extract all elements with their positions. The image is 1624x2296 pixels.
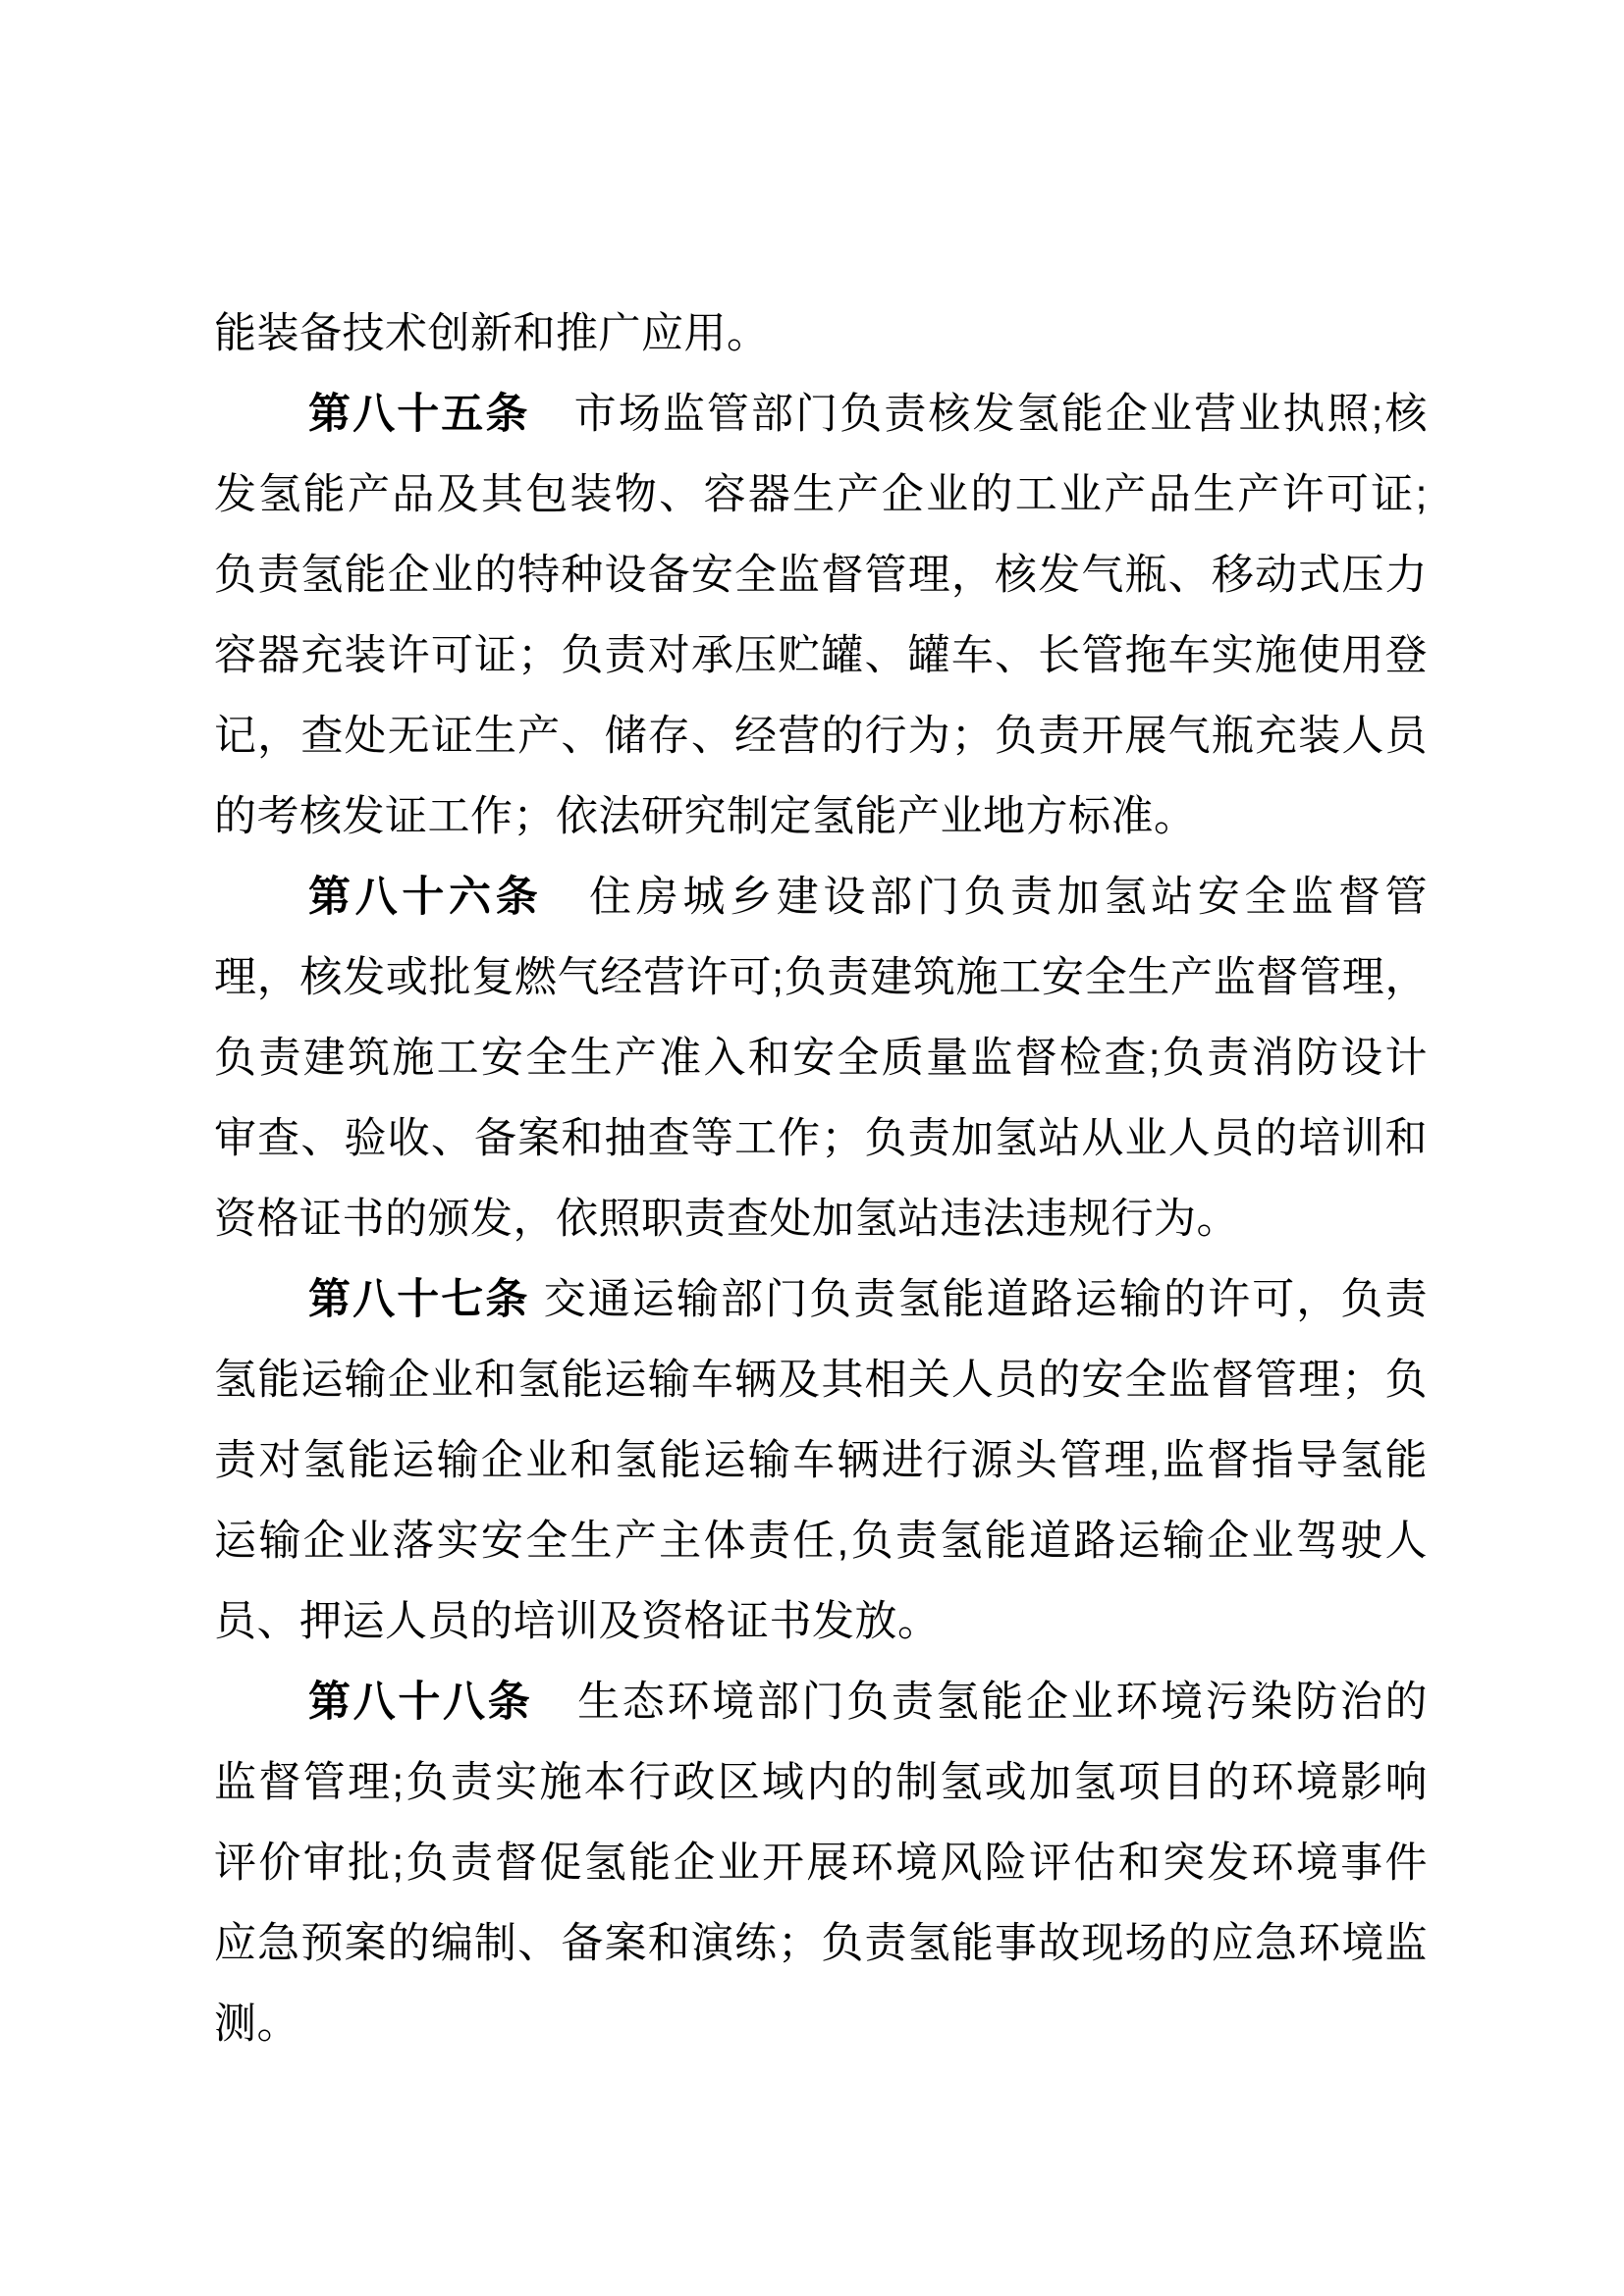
line-text: 资格证书的颁发，依照职责查处加氢站违法违规行为。 bbox=[214, 1196, 1239, 1243]
text-line bbox=[214, 1742, 1428, 1823]
text-line bbox=[214, 1823, 1428, 1903]
line-text: 市场监管部门负责核发氢能企业营业执照;核 bbox=[529, 391, 1428, 438]
line-text: 记，查处无证生产、储存、经营的行为；负责开展气瓶充装人员 bbox=[214, 713, 1428, 760]
line-text: 生态环境部门负责氢能企业环境污染防治的 bbox=[532, 1679, 1428, 1726]
line-text: 负责建筑施工安全生产准入和安全质量监督检查;负责消防设计 bbox=[214, 1035, 1428, 1082]
text-line bbox=[214, 696, 1428, 776]
line-text: 交通运输部门负责氢能道路运输的许可，负责 bbox=[529, 1276, 1428, 1323]
line-text: 氢能运输企业和氢能运输车辆及其相关人员的安全监督管理；负 bbox=[214, 1357, 1428, 1404]
text-line bbox=[214, 1340, 1428, 1420]
article-number: 第八十六条 bbox=[308, 874, 543, 921]
text-line bbox=[214, 1662, 1428, 1742]
text-line bbox=[214, 454, 1428, 535]
text-line bbox=[214, 1501, 1428, 1581]
line-text: 发氢能产品及其包装物、容器生产企业的工业产品生产许可证; bbox=[214, 471, 1428, 518]
text-line bbox=[214, 1984, 1428, 2064]
text-line bbox=[214, 857, 1428, 937]
text-line bbox=[214, 776, 1428, 857]
text-line bbox=[214, 1098, 1428, 1179]
text-line bbox=[214, 535, 1428, 615]
line-text: 应急预案的编制、备案和演练；负责氢能事故现场的应急环境监 bbox=[214, 1920, 1428, 1967]
line-text: 监督管理;负责实施本行政区域内的制氢或加氢项目的环境影响 bbox=[214, 1759, 1428, 1806]
line-text: 测。 bbox=[214, 2001, 299, 2048]
article-number: 第八十五条 bbox=[308, 391, 530, 438]
line-text: 理，核发或批复燃气经营许可;负责建筑施工安全生产监督管理， bbox=[214, 954, 1428, 1001]
line-text: 能装备技术创新和推广应用。 bbox=[214, 310, 770, 357]
text-line bbox=[214, 1259, 1428, 1340]
text-line bbox=[214, 294, 1428, 374]
article-number: 第八十七条 bbox=[308, 1276, 530, 1323]
line-text: 责对氢能运输企业和氢能运输车辆进行源头管理,监督指导氢能 bbox=[214, 1437, 1428, 1484]
text-line bbox=[214, 1420, 1428, 1501]
document-text bbox=[214, 294, 1428, 2064]
line-text: 员、押运人员的培训及资格证书发放。 bbox=[214, 1598, 941, 1645]
line-text: 审查、验收、备案和抽查等工作；负责加氢站从业人员的培训和 bbox=[214, 1115, 1428, 1162]
text-line bbox=[214, 1581, 1428, 1662]
text-line bbox=[214, 1018, 1428, 1098]
text-line bbox=[214, 1903, 1428, 1984]
line-text: 运输企业落实安全生产主体责任,负责氢能道路运输企业驾驶人 bbox=[214, 1518, 1428, 1565]
text-line bbox=[214, 1179, 1428, 1259]
article-number: 第八十八条 bbox=[308, 1679, 533, 1726]
line-text: 的考核发证工作；依法研究制定氢能产业地方标准。 bbox=[214, 793, 1197, 840]
text-line bbox=[214, 615, 1428, 696]
line-text: 评价审批;负责督促氢能企业开展环境风险评估和突发环境事件 bbox=[214, 1840, 1428, 1887]
line-text: 容器充装许可证；负责对承压贮罐、罐车、长管拖车实施使用登 bbox=[214, 632, 1428, 679]
text-line bbox=[214, 937, 1428, 1018]
line-text: 住房城乡建设部门负责加氢站安全监督管 bbox=[542, 874, 1429, 921]
line-text: 负责氢能企业的特种设备安全监督管理，核发气瓶、移动式压力 bbox=[214, 552, 1428, 599]
text-line bbox=[214, 374, 1428, 454]
